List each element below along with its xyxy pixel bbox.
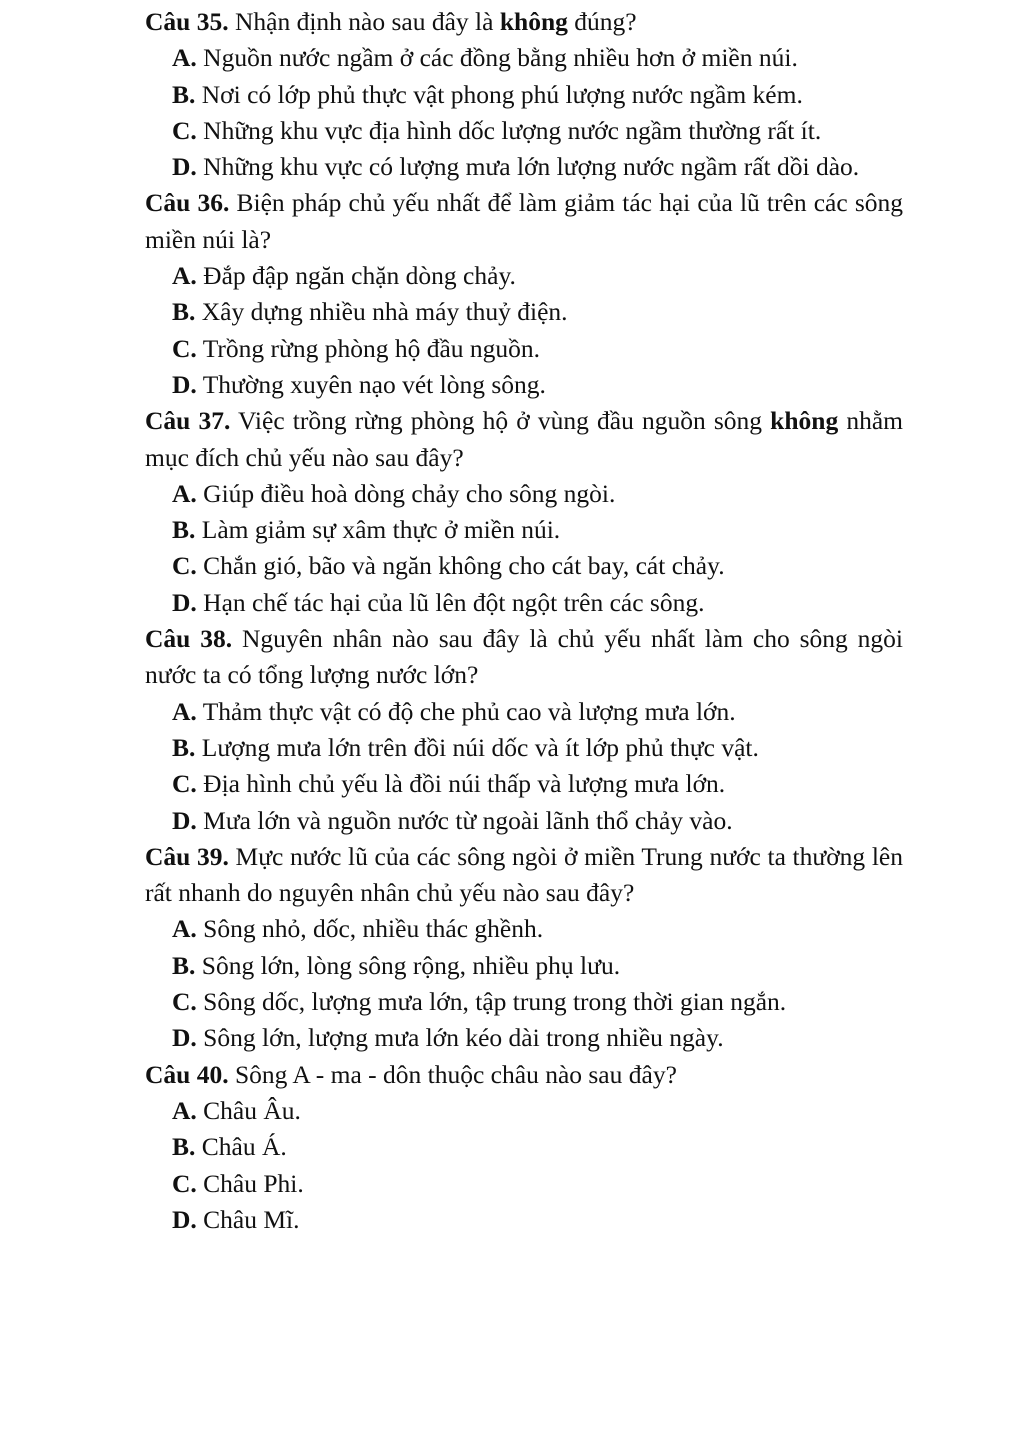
question-stem bbox=[145, 403, 903, 476]
option-letter: A. bbox=[172, 696, 197, 726]
answer-options bbox=[145, 258, 903, 403]
option-letter: D. bbox=[172, 805, 197, 835]
option-text: Hạn chế tác hại của lũ lên đột ngột trên các sông. bbox=[196, 587, 705, 617]
question-sheet bbox=[145, 4, 903, 1238]
question-37 bbox=[145, 403, 903, 621]
option-letter: C. bbox=[172, 551, 197, 581]
option-d bbox=[145, 585, 903, 621]
option-letter: A. bbox=[172, 478, 197, 508]
option-a bbox=[145, 694, 903, 730]
option-d bbox=[145, 149, 903, 185]
stem-text: Sông A - ma - dôn thuộc châu nào sau đây? bbox=[228, 1059, 677, 1089]
option-letter: B. bbox=[172, 297, 196, 327]
question-stem bbox=[145, 185, 903, 258]
question-stem bbox=[145, 1057, 903, 1093]
stem-emphasis: không bbox=[770, 406, 839, 436]
option-letter: D. bbox=[172, 587, 197, 617]
option-a bbox=[145, 40, 903, 76]
option-a bbox=[145, 258, 903, 294]
option-text: Sông lớn, lượng mưa lớn kéo dài trong nhiều ngày. bbox=[196, 1023, 724, 1053]
stem-text: Mực nước lũ của các sông ngòi ở miền Trung nước ta thường lên rất nhanh do nguyên nhân chủ yếu nào sau đây? bbox=[145, 841, 903, 908]
question-number: Câu 36. bbox=[145, 188, 230, 218]
option-letter: C. bbox=[172, 1168, 197, 1198]
answer-options bbox=[145, 1093, 903, 1238]
option-letter: B. bbox=[172, 1132, 196, 1162]
option-letter: A. bbox=[172, 261, 197, 291]
option-letter: D. bbox=[172, 1204, 197, 1234]
option-c bbox=[145, 548, 903, 584]
question-35 bbox=[145, 4, 903, 185]
option-text: Chắn gió, bão và ngăn không cho cát bay, cát chảy. bbox=[196, 551, 725, 581]
option-letter: A. bbox=[172, 43, 197, 73]
stem-emphasis: không bbox=[499, 7, 568, 36]
option-text: Những khu vực địa hình dốc lượng nước ngầm thường rất ít. bbox=[196, 115, 822, 145]
option-letter: B. bbox=[172, 732, 196, 762]
option-d bbox=[145, 1202, 903, 1238]
question-stem bbox=[145, 621, 903, 694]
option-text: Châu Phi. bbox=[196, 1168, 304, 1198]
option-text: Sông dốc, lượng mưa lớn, tập trung trong thời gian ngắn. bbox=[196, 987, 787, 1017]
question-40 bbox=[145, 1057, 903, 1238]
option-text: Sông nhỏ, dốc, nhiều thác ghềnh. bbox=[196, 914, 544, 944]
option-b bbox=[145, 294, 903, 330]
option-d bbox=[145, 1020, 903, 1056]
answer-options bbox=[145, 476, 903, 621]
option-b bbox=[145, 730, 903, 766]
answer-options bbox=[145, 911, 903, 1056]
option-text: Mưa lớn và nguồn nước từ ngoài lãnh thổ chảy vào. bbox=[196, 805, 733, 835]
option-letter: D. bbox=[172, 1023, 197, 1053]
option-letter: B. bbox=[172, 515, 196, 545]
answer-options bbox=[145, 694, 903, 839]
option-b bbox=[145, 1129, 903, 1165]
option-c bbox=[145, 1166, 903, 1202]
stem-text-end: nhằm mục đích chủ yếu nào sau đây? bbox=[145, 406, 903, 472]
question-number: Câu 38. bbox=[145, 624, 233, 654]
option-c bbox=[145, 113, 903, 149]
option-c bbox=[145, 766, 903, 802]
option-letter: D. bbox=[172, 369, 197, 399]
question-stem bbox=[145, 4, 903, 40]
option-c bbox=[145, 984, 903, 1020]
question-38 bbox=[145, 621, 903, 839]
question-36 bbox=[145, 185, 903, 403]
option-text: Giúp điều hoà dòng chảy cho sông ngòi. bbox=[196, 478, 616, 508]
question-39 bbox=[145, 839, 903, 1057]
option-text: Xây dựng nhiều nhà máy thuỷ điện. bbox=[195, 297, 568, 327]
stem-text: Nguyên nhân nào sau đây là chủ yếu nhất làm cho sông ngòi nước ta có tổng lượng nước lớn? bbox=[145, 624, 903, 690]
option-d bbox=[145, 367, 903, 403]
option-b bbox=[145, 77, 903, 113]
option-text: Lượng mưa lớn trên đồi núi dốc và ít lớp phủ thực vật. bbox=[195, 732, 759, 762]
question-number: Câu 40. bbox=[145, 1059, 229, 1089]
option-text: Địa hình chủ yếu là đồi núi thấp và lượng mưa lớn. bbox=[196, 769, 726, 799]
question-number: Câu 39. bbox=[145, 841, 229, 871]
option-b bbox=[145, 948, 903, 984]
question-number: Câu 37. bbox=[145, 406, 231, 436]
option-text: Thảm thực vật có độ che phủ cao và lượng mưa lớn. bbox=[196, 696, 736, 726]
option-letter: C. bbox=[172, 115, 197, 145]
question-stem bbox=[145, 839, 903, 912]
option-a bbox=[145, 1093, 903, 1129]
option-text: Nơi có lớp phủ thực vật phong phú lượng nước ngầm kém. bbox=[195, 79, 803, 109]
option-a bbox=[145, 476, 903, 512]
option-letter: B. bbox=[172, 950, 196, 980]
stem-text-end: đúng? bbox=[567, 7, 637, 36]
stem-text: Biện pháp chủ yếu nhất để làm giảm tác hại của lũ trên các sông miền núi là? bbox=[145, 188, 903, 254]
option-a bbox=[145, 911, 903, 947]
question-number: Câu 35. bbox=[145, 7, 229, 36]
option-text: Châu Á. bbox=[195, 1132, 287, 1162]
option-d bbox=[145, 803, 903, 839]
stem-text: Việc trồng rừng phòng hộ ở vùng đầu nguồn sông bbox=[230, 406, 771, 436]
option-text: Nguồn nước ngầm ở các đồng bằng nhiều hơn ở miền núi. bbox=[196, 43, 798, 73]
option-text: Châu Âu. bbox=[196, 1095, 301, 1125]
option-text: Sông lớn, lòng sông rộng, nhiều phụ lưu. bbox=[195, 950, 621, 980]
option-text: Thường xuyên nạo vét lòng sông. bbox=[196, 369, 546, 399]
stem-text: Nhận định nào sau đây là bbox=[228, 7, 500, 36]
answer-options bbox=[145, 40, 903, 185]
option-text: Những khu vực có lượng mưa lớn lượng nước ngầm rất dồi dào. bbox=[196, 152, 860, 182]
option-letter: C. bbox=[172, 987, 197, 1017]
option-letter: B. bbox=[172, 79, 196, 109]
option-letter: C. bbox=[172, 769, 197, 799]
option-letter: C. bbox=[172, 333, 197, 363]
option-letter: D. bbox=[172, 152, 197, 182]
option-letter: A. bbox=[172, 1095, 197, 1125]
option-b bbox=[145, 512, 903, 548]
option-text: Trồng rừng phòng hộ đầu nguồn. bbox=[196, 333, 541, 363]
option-text: Châu Mĩ. bbox=[196, 1204, 300, 1234]
option-text: Làm giảm sự xâm thực ở miền núi. bbox=[195, 515, 561, 545]
option-letter: A. bbox=[172, 914, 197, 944]
option-text: Đắp đập ngăn chặn dòng chảy. bbox=[196, 261, 516, 291]
option-c bbox=[145, 331, 903, 367]
